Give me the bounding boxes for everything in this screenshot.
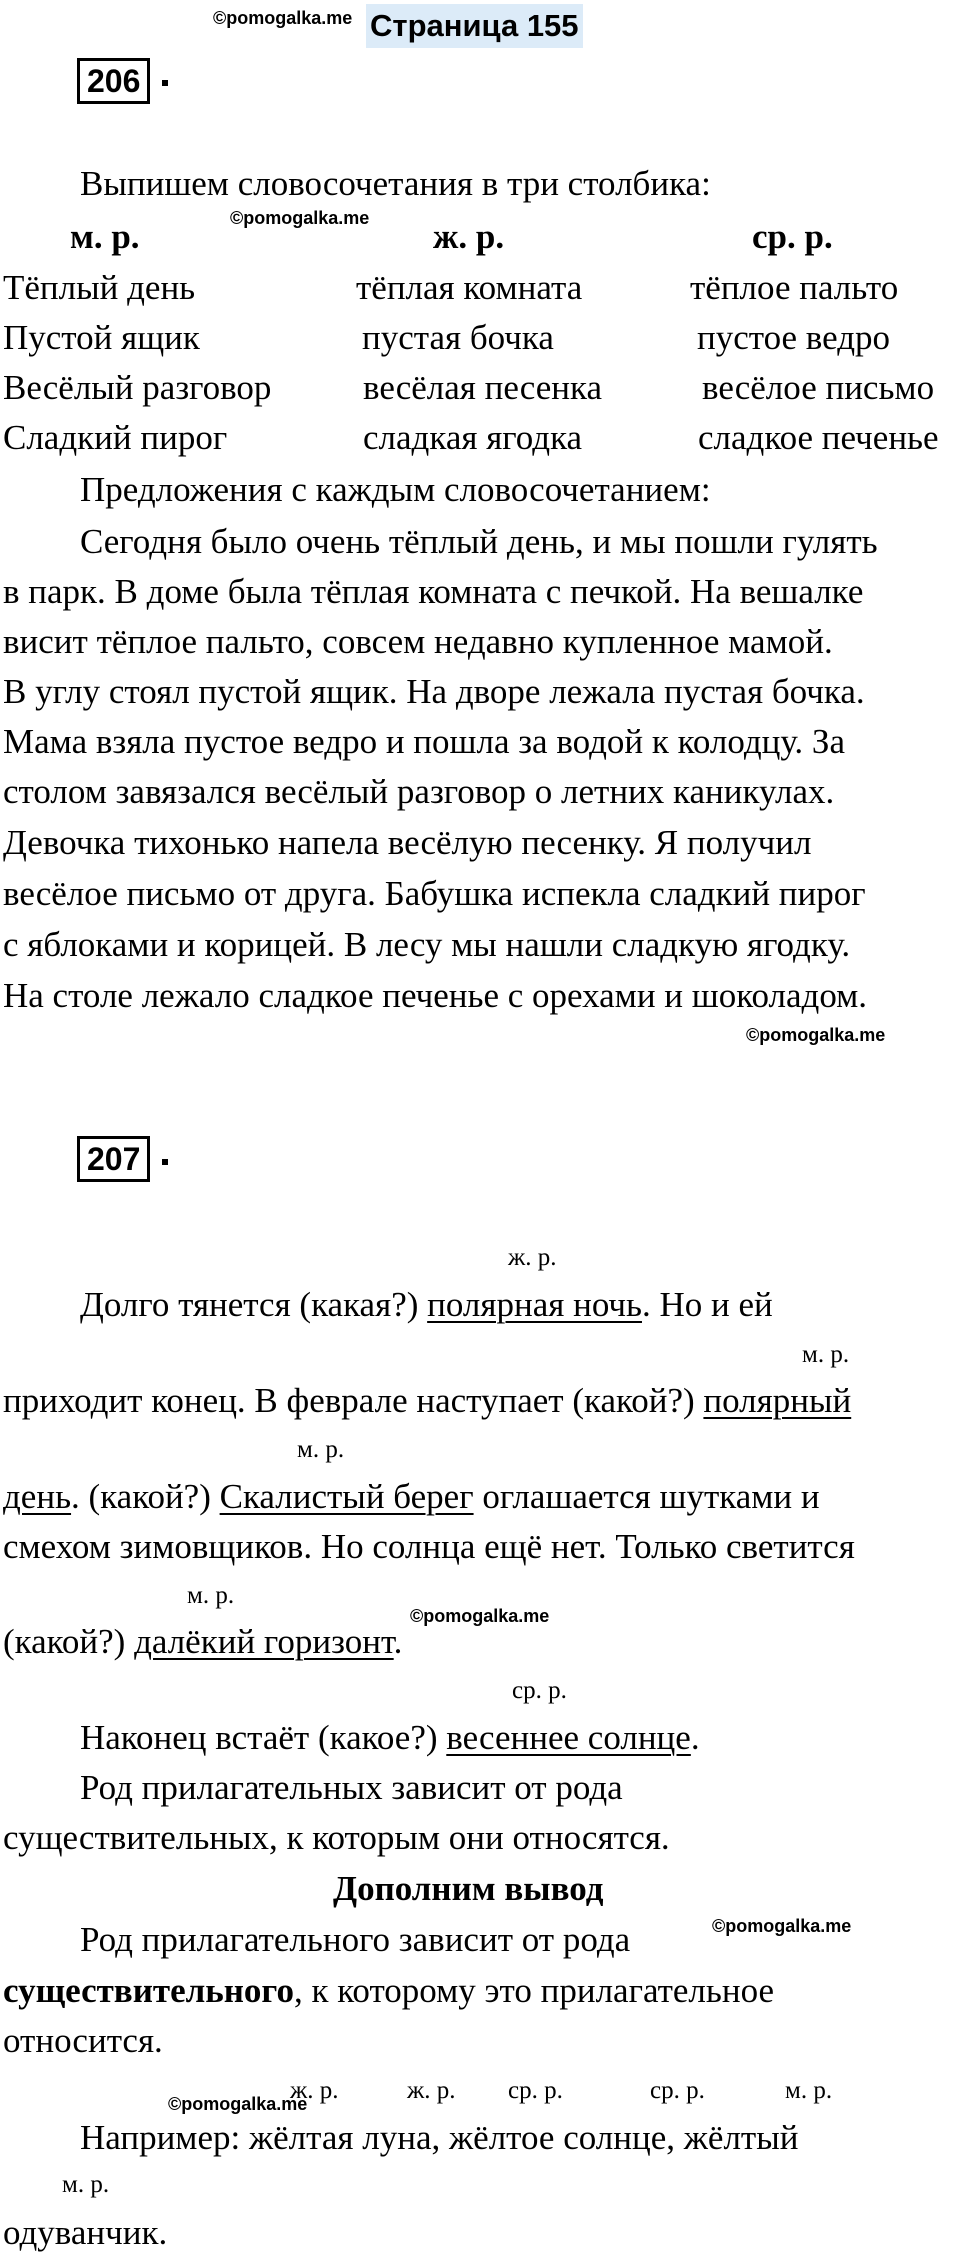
paragraph-line: существительных, к которым они относятся. xyxy=(3,1818,670,1857)
paragraph-line: На столе лежало сладкое печенье с орехами и шоколадом. xyxy=(3,976,868,1015)
watermark: ©pomogalka.me xyxy=(230,208,370,228)
table-cell: Сладкий пирог xyxy=(3,418,228,457)
gender-label: м. р. xyxy=(802,1341,850,1368)
column-header-masculine: м. р. xyxy=(70,217,140,256)
gender-label: м. р. xyxy=(785,2077,833,2104)
gender-label: ср. р. xyxy=(508,2077,563,2104)
paragraph-line: одуванчик. xyxy=(3,2213,168,2252)
paragraph-line: (какой?) далёкий горизонт. xyxy=(3,1622,403,1661)
gender-label: ж. р. xyxy=(508,1244,557,1271)
table-cell: тёплая комната xyxy=(356,268,583,307)
table-cell: сладкое печенье xyxy=(698,418,939,457)
paragraph-line: Сегодня было очень тёплый день, и мы пошли гулять xyxy=(80,522,878,561)
table-cell: пустая бочка xyxy=(362,318,554,357)
table-cell: тёплое пальто xyxy=(690,268,899,307)
paragraph-line: Например: жёлтая луна, жёлтое солнце, жёлтый xyxy=(80,2118,799,2157)
exercise-number-206: 206 xyxy=(77,58,150,104)
table-cell: Пустой ящик xyxy=(3,318,200,357)
watermark: ©pomogalka.me xyxy=(213,8,353,28)
gender-label: м. р. xyxy=(62,2171,110,2198)
paragraph-line: день. (какой?) Скалистый берег оглашается шутками и xyxy=(3,1477,820,1516)
table-cell: Весёлый разговор xyxy=(3,368,272,407)
exercise-intro: Выпишем словосочетания в три столбика: xyxy=(80,164,711,203)
paragraph-line: столом завязался весёлый разговор о летних каникулах. xyxy=(3,772,835,811)
gender-label: ж. р. xyxy=(407,2077,456,2104)
paragraph-line: весёлое письмо от друга. Бабушка испекла сладкий пирог xyxy=(3,874,866,913)
table-cell: сладкая ягодка xyxy=(363,418,583,457)
exercise-number-207: 207 xyxy=(77,1136,150,1182)
paragraph-line: с яблоками и корицей. В лесу мы нашли сладкую ягодку. xyxy=(3,925,851,964)
paragraph-line: существительного, к которому это прилагательное xyxy=(3,1971,775,2010)
paragraph-line: Девочка тихонько напела весёлую песенку. Я получил xyxy=(3,823,812,862)
gender-label: ср. р. xyxy=(512,1677,567,1704)
paragraph-line: Мама взяла пустое ведро и пошла за водой к колодцу. За xyxy=(3,722,845,761)
table-cell: пустое ведро xyxy=(697,318,891,357)
table-cell: весёлое письмо xyxy=(702,368,935,407)
page-title: Страница 155 xyxy=(366,4,583,48)
number-dot xyxy=(162,1159,168,1165)
gender-label: ср. р. xyxy=(650,2077,705,2104)
watermark: ©pomogalka.me xyxy=(410,1606,550,1626)
paragraph-line: В углу стоял пустой ящик. На дворе лежала пустая бочка. xyxy=(3,672,865,711)
gender-label: ж. р. xyxy=(290,2077,339,2104)
column-header-feminine: ж. р. xyxy=(433,217,505,256)
sentences-intro: Предложения с каждым словосочетанием: xyxy=(80,470,711,509)
watermark: ©pomogalka.me xyxy=(168,2094,308,2114)
paragraph-line: висит тёплое пальто, совсем недавно купленное мамой. xyxy=(3,622,833,661)
paragraph-line: Наконец встаёт (какое?) весеннее солнце. xyxy=(80,1718,700,1757)
paragraph-line: в парк. В доме была тёплая комната с печкой. На вешалке xyxy=(3,572,864,611)
conclusion-title: Дополним вывод xyxy=(333,1869,604,1908)
column-header-neuter: ср. р. xyxy=(752,217,833,256)
paragraph-line: приходит конец. В феврале наступает (какой?) полярный xyxy=(3,1381,852,1420)
table-cell: Тёплый день xyxy=(3,268,196,307)
gender-label: м. р. xyxy=(187,1582,235,1609)
gender-label: м. р. xyxy=(297,1436,345,1463)
watermark: ©pomogalka.me xyxy=(746,1025,886,1045)
paragraph-line: смехом зимовщиков. Но солнца ещё нет. Только светится xyxy=(3,1527,855,1566)
paragraph-line: относится. xyxy=(3,2021,163,2060)
number-dot xyxy=(162,80,168,86)
paragraph-line: Род прилагательных зависит от рода xyxy=(80,1768,623,1807)
paragraph-line: Долго тянется (какая?) полярная ночь. Но и ей xyxy=(80,1285,773,1324)
table-cell: весёлая песенка xyxy=(363,368,603,407)
paragraph-line: Род прилагательного зависит от рода xyxy=(80,1920,631,1959)
watermark: ©pomogalka.me xyxy=(712,1916,852,1936)
